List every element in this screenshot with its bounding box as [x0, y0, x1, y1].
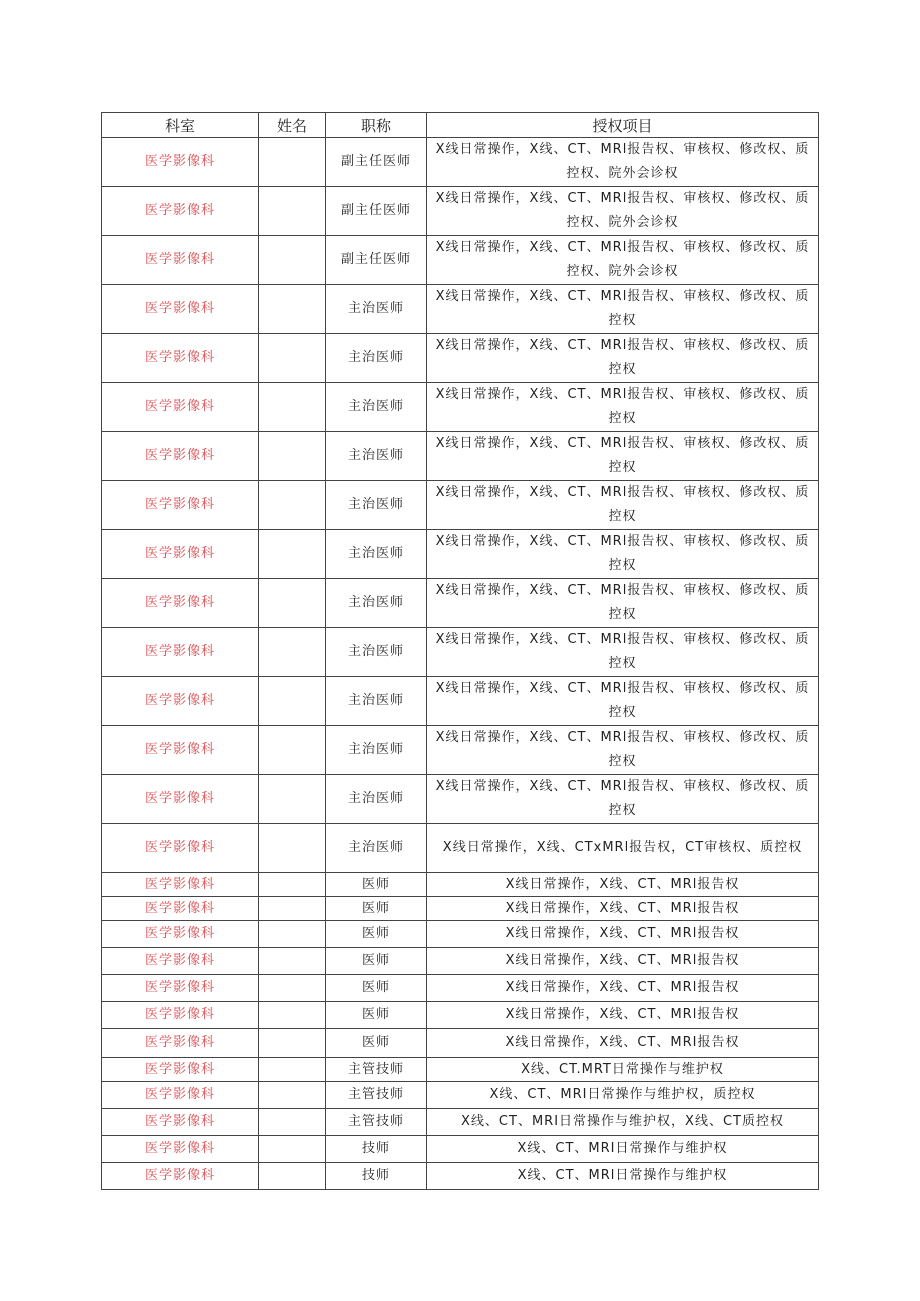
cell-name — [259, 285, 326, 334]
table-row — [102, 824, 819, 873]
table-row — [102, 383, 819, 432]
table-row — [102, 1136, 819, 1163]
authorization-table — [101, 112, 819, 1190]
cell-dept: 医学影像科 — [102, 579, 259, 628]
cell-name — [259, 1029, 326, 1058]
cell-title: 副主任医师 — [326, 236, 427, 285]
cell-dept: 医学影像科 — [102, 628, 259, 677]
cell-name — [259, 921, 326, 948]
cell-title: 副主任医师 — [326, 187, 427, 236]
cell-dept: 医学影像科 — [102, 432, 259, 481]
table-row — [102, 677, 819, 726]
cell-dept: 医学影像科 — [102, 481, 259, 530]
cell-scope: X线、CT、MRI日常操作与维护权，质控权 — [427, 1082, 819, 1109]
header-dept: 科室 — [102, 113, 259, 138]
cell-name — [259, 1058, 326, 1082]
cell-name — [259, 677, 326, 726]
cell-name — [259, 775, 326, 824]
cell-name — [259, 1002, 326, 1029]
cell-dept: 医学影像科 — [102, 1082, 259, 1109]
cell-name — [259, 628, 326, 677]
cell-name — [259, 530, 326, 579]
cell-scope: X线日常操作，X线、CT、MRl报告权 — [427, 921, 819, 948]
table-header-row — [102, 113, 819, 138]
header-scope: 授权项目 — [427, 113, 819, 138]
cell-scope: X线日常操作，X线、CT、MRl报告权、审核权、修改权、质控权 — [427, 677, 819, 726]
cell-scope: X线日常操作，X线、CT、MRl报告权、审核权、修改权、质控权 — [427, 579, 819, 628]
cell-title: 医师 — [326, 948, 427, 975]
table-row — [102, 432, 819, 481]
cell-scope: X线、CT、MRI日常操作与维护权 — [427, 1136, 819, 1163]
cell-scope: X线日常操作，X线、CT、MRl报告权 — [427, 873, 819, 897]
table-row — [102, 530, 819, 579]
cell-dept: 医学影像科 — [102, 897, 259, 921]
cell-title: 主治医师 — [326, 824, 427, 873]
cell-dept: 医学影像科 — [102, 138, 259, 187]
cell-scope: X线日常操作，X线、CT、MRl报告权、审核权、修改权、质控权、院外会诊权 — [427, 236, 819, 285]
cell-scope: X线日常操作，X线、CT、MRl报告权 — [427, 975, 819, 1002]
header-name: 姓名 — [259, 113, 326, 138]
table-row — [102, 975, 819, 1002]
cell-title: 主管技师 — [326, 1082, 427, 1109]
table-row — [102, 236, 819, 285]
cell-dept: 医学影像科 — [102, 285, 259, 334]
cell-dept: 医学影像科 — [102, 1136, 259, 1163]
cell-title: 主治医师 — [326, 579, 427, 628]
cell-scope: X线日常操作，X线、CT、MRl报告权、审核权、修改权、质控权 — [427, 481, 819, 530]
cell-dept: 医学影像科 — [102, 921, 259, 948]
cell-dept: 医学影像科 — [102, 873, 259, 897]
table-row — [102, 897, 819, 921]
cell-dept: 医学影像科 — [102, 975, 259, 1002]
cell-name — [259, 873, 326, 897]
cell-scope: X线日常操作，X线、CT、MRl报告权、审核权、修改权、质控权、院外会诊权 — [427, 187, 819, 236]
cell-scope: X线、CT、MRI日常操作与维护权，X线、CT质控权 — [427, 1109, 819, 1136]
cell-name — [259, 948, 326, 975]
cell-dept: 医学影像科 — [102, 726, 259, 775]
cell-dept: 医学影像科 — [102, 334, 259, 383]
table-row — [102, 873, 819, 897]
cell-dept: 医学影像科 — [102, 1163, 259, 1190]
cell-title: 医师 — [326, 873, 427, 897]
cell-title: 主治医师 — [326, 530, 427, 579]
cell-title: 主治医师 — [326, 285, 427, 334]
cell-name — [259, 334, 326, 383]
table-row — [102, 285, 819, 334]
cell-title: 主治医师 — [326, 628, 427, 677]
cell-title: 主治医师 — [326, 677, 427, 726]
cell-title: 医师 — [326, 897, 427, 921]
table-row — [102, 138, 819, 187]
cell-scope: X线日常操作，X线、CT、MRl报告权、审核权、修改权、质控权 — [427, 726, 819, 775]
table-row — [102, 1058, 819, 1082]
cell-scope: X线日常操作，X线、CT、MRl报告权、审核权、修改权、质控权、院外会诊权 — [427, 138, 819, 187]
table-row — [102, 1163, 819, 1190]
cell-title: 医师 — [326, 1029, 427, 1058]
table-row — [102, 334, 819, 383]
cell-name — [259, 187, 326, 236]
cell-dept: 医学影像科 — [102, 1002, 259, 1029]
cell-scope: X线、CT、MRl日常操作与维护权 — [427, 1163, 819, 1190]
cell-title: 医师 — [326, 1002, 427, 1029]
table-row — [102, 1109, 819, 1136]
cell-title: 技师 — [326, 1163, 427, 1190]
cell-name — [259, 236, 326, 285]
cell-scope: X线日常操作，X线、CTxMRl报告权，CT审核权、质控权 — [427, 824, 819, 873]
cell-dept: 医学影像科 — [102, 1058, 259, 1082]
cell-scope: X线日常操作，X线、CT、MRI报告权 — [427, 1029, 819, 1058]
table-row — [102, 187, 819, 236]
cell-name — [259, 432, 326, 481]
cell-name — [259, 897, 326, 921]
cell-title: 医师 — [326, 921, 427, 948]
cell-title: 主治医师 — [326, 383, 427, 432]
cell-title: 主治医师 — [326, 334, 427, 383]
cell-dept: 医学影像科 — [102, 775, 259, 824]
table-row — [102, 921, 819, 948]
cell-scope: X线日常操作，X线、CT、MRl报告权、审核权、修改权、质控权 — [427, 383, 819, 432]
cell-scope: X线日常操作，X线、CT、MRl报告权、审核权、修改权、质控权 — [427, 432, 819, 481]
cell-dept: 医学影像科 — [102, 530, 259, 579]
cell-scope: X线日常操作，X线、CT、MRl报告权 — [427, 1002, 819, 1029]
table-row — [102, 726, 819, 775]
cell-scope: X线日常操作，X线、CT、MRl报告权、审核权、修改权、质控权 — [427, 775, 819, 824]
cell-scope: X线日常操作，X线、CT、MRl报告权 — [427, 948, 819, 975]
cell-dept: 医学影像科 — [102, 1029, 259, 1058]
cell-title: 医师 — [326, 975, 427, 1002]
cell-dept: 医学影像科 — [102, 948, 259, 975]
cell-name — [259, 1163, 326, 1190]
cell-title: 主管技师 — [326, 1109, 427, 1136]
table-row — [102, 1002, 819, 1029]
cell-name — [259, 138, 326, 187]
cell-name — [259, 1109, 326, 1136]
cell-dept: 医学影像科 — [102, 824, 259, 873]
cell-title: 主治医师 — [326, 726, 427, 775]
cell-dept: 医学影像科 — [102, 383, 259, 432]
table-row — [102, 628, 819, 677]
table-row — [102, 775, 819, 824]
cell-name — [259, 726, 326, 775]
cell-dept: 医学影像科 — [102, 236, 259, 285]
cell-title: 主管技师 — [326, 1058, 427, 1082]
cell-scope: X线日常操作，X线、CT、MRl报告权、审核权、修改权、质控权 — [427, 530, 819, 579]
cell-name — [259, 1136, 326, 1163]
table-row — [102, 1082, 819, 1109]
table-row — [102, 481, 819, 530]
cell-name — [259, 383, 326, 432]
cell-name — [259, 481, 326, 530]
cell-title: 技师 — [326, 1136, 427, 1163]
table-row — [102, 948, 819, 975]
cell-title: 副主任医师 — [326, 138, 427, 187]
cell-scope: X线日常操作，X线、CT、MRl报告权 — [427, 897, 819, 921]
cell-dept: 医学影像科 — [102, 1109, 259, 1136]
cell-scope: X线、CT.MRT日常操作与维护权 — [427, 1058, 819, 1082]
cell-scope: X线日常操作，X线、CT、MRl报告权、审核权、修改权、质控权 — [427, 628, 819, 677]
cell-scope: X线日常操作，X线、CT、MRl报告权、审核权、修改权、质控权 — [427, 285, 819, 334]
cell-title: 主治医师 — [326, 432, 427, 481]
table-row — [102, 1029, 819, 1058]
cell-dept: 医学影像科 — [102, 187, 259, 236]
cell-scope: X线日常操作，X线、CT、MRl报告权、审核权、修改权、质控权 — [427, 334, 819, 383]
cell-name — [259, 824, 326, 873]
header-title: 职称 — [326, 113, 427, 138]
cell-name — [259, 579, 326, 628]
cell-name — [259, 1082, 326, 1109]
cell-title: 主治医师 — [326, 481, 427, 530]
cell-name — [259, 975, 326, 1002]
table-row — [102, 579, 819, 628]
cell-dept: 医学影像科 — [102, 677, 259, 726]
cell-title: 主治医师 — [326, 775, 427, 824]
